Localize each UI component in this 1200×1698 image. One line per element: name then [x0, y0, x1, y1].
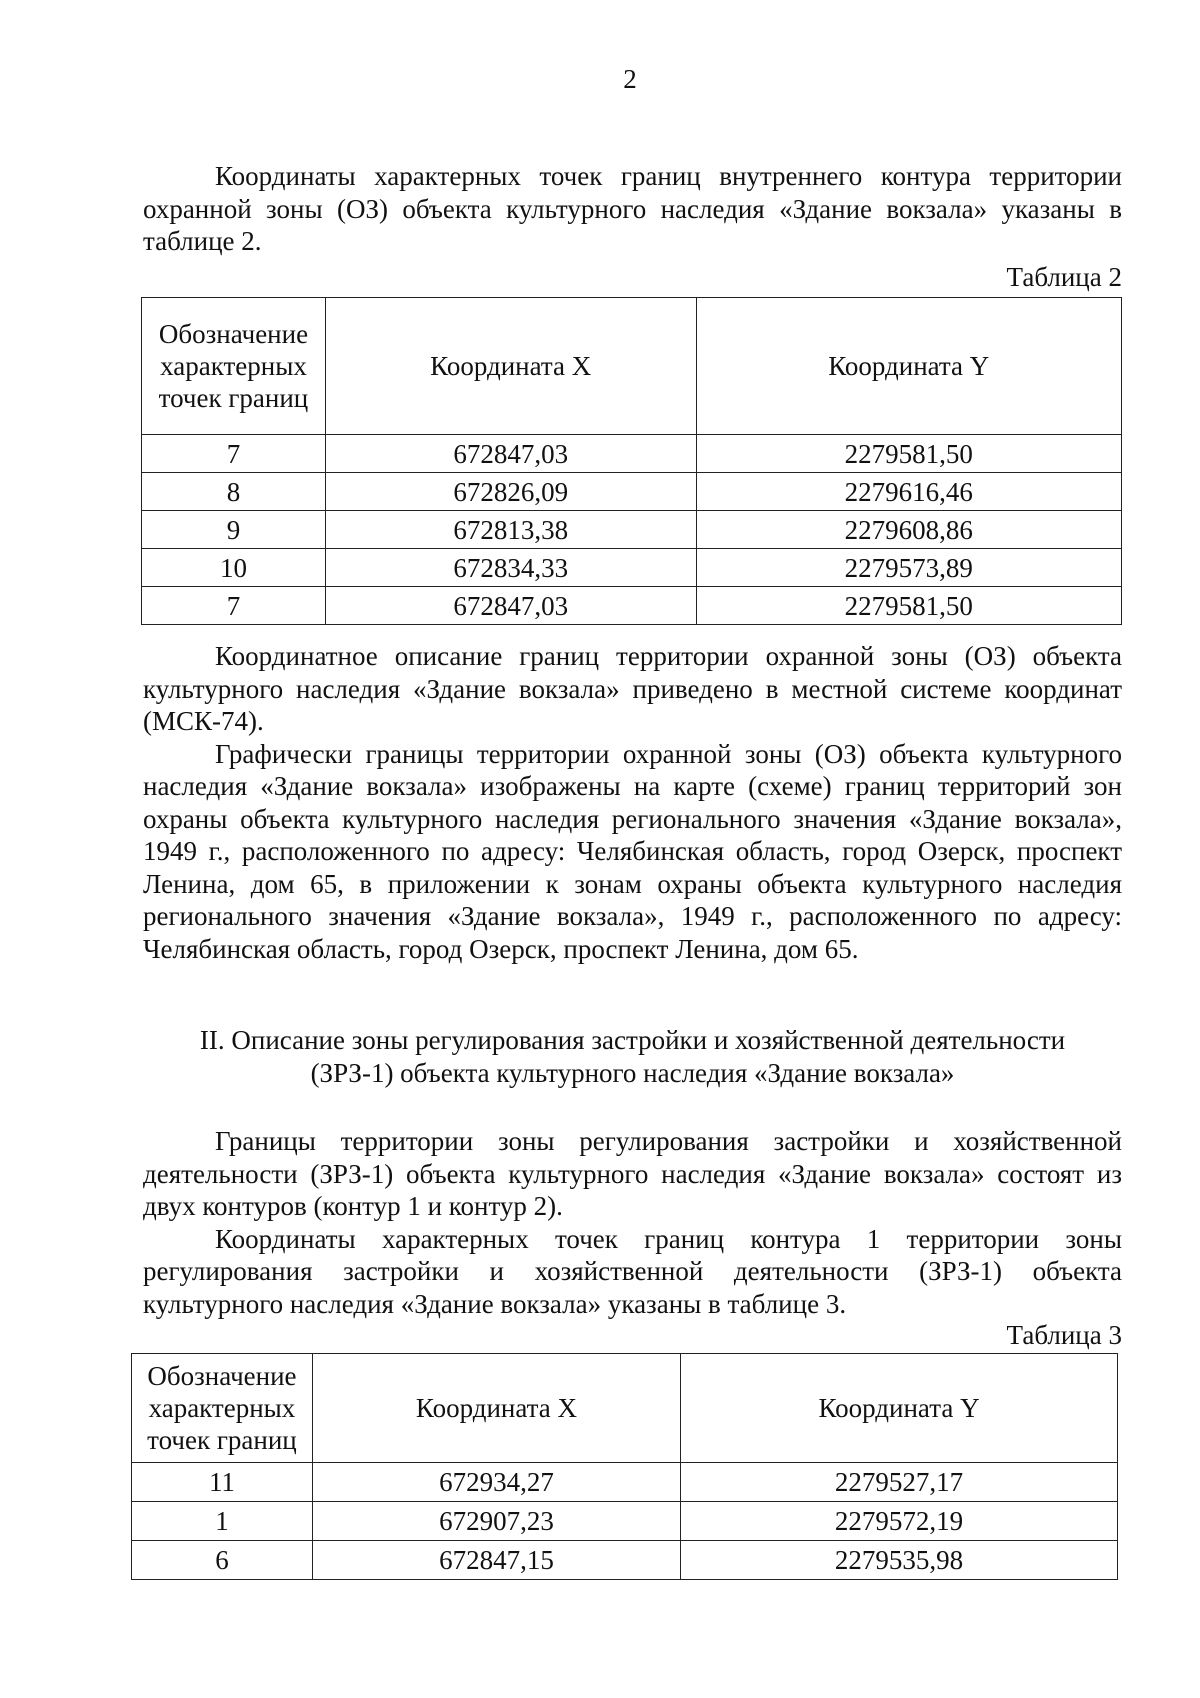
cell-point: 11	[132, 1463, 313, 1502]
cell-x: 672907,23	[312, 1502, 680, 1541]
cell-point: 7	[142, 435, 326, 473]
cell-y: 2279535,98	[681, 1541, 1118, 1580]
table-row	[132, 1463, 1118, 1502]
header-point-designation: Обозначение характерных точек границ	[142, 298, 326, 435]
cell-point: 1	[132, 1502, 313, 1541]
cell-y: 2279527,17	[681, 1463, 1118, 1502]
cell-x: 672847,03	[325, 435, 696, 473]
cell-x: 672826,09	[325, 473, 696, 511]
page-number: 2	[623, 64, 637, 94]
table2	[141, 297, 1122, 625]
cell-y: 2279608,86	[696, 511, 1121, 549]
section-heading	[143, 1024, 1122, 1090]
table-row	[142, 587, 1122, 625]
paragraph-text: Графически границы территории охранной зоны (ОЗ) объекта культурного наследия «Здание вокзала» изображены на карте (схеме) границ территорий зон охраны объекта культурного наследия регионального значения «Здание вокзала», 1949 г., расположенного по адресу: Челябинская область, город Озерск, проспект Ленина, дом 65, в приложении к зонам охраны объекта культурного наследия регионального значения «Здание вокзала», 1949 г., расположенного по адресу: Челябинская область, город Озерск, проспект Ленина, дом 65.	[143, 738, 1122, 964]
table3-label: Таблица 3	[1006, 1320, 1122, 1350]
cell-x: 672813,38	[325, 511, 696, 549]
paragraph-text: Координаты характерных точек границ контура 1 территории зоны регулирования застройки и хозяйственной деятельности (ЗРЗ-1) объекта культурного наследия «Здание вокзала» указаны в таблице 3.	[143, 1223, 1122, 1319]
cell-x: 672847,03	[325, 587, 696, 625]
section-heading-line: II. Описание зоны регулирования застройки и хозяйственной деятельности	[199, 1025, 1066, 1055]
header-coordinate-y: Координата Y	[681, 1354, 1118, 1463]
cell-point: 6	[132, 1541, 313, 1580]
table-row	[142, 435, 1122, 473]
table-row	[132, 1502, 1118, 1541]
cell-y: 2279573,89	[696, 549, 1121, 587]
table-header-row	[132, 1354, 1118, 1463]
cell-y: 2279581,50	[696, 587, 1121, 625]
paragraph-text: Границы территории зоны регулирования застройки и хозяйственной деятельности (ЗРЗ-1) объекта культурного наследия «Здание вокзала» состоят из двух контуров (контур 1 и контур 2).	[143, 1126, 1122, 1221]
cell-x: 672847,15	[312, 1541, 680, 1580]
cell-point: 10	[142, 549, 326, 587]
cell-point: 7	[142, 587, 326, 625]
cell-x: 672834,33	[325, 549, 696, 587]
cell-point: 9	[142, 511, 326, 549]
cell-x: 672934,27	[312, 1463, 680, 1502]
section-heading-line: (ЗРЗ-1) объекта культурного наследия «Здание вокзала»	[310, 1058, 955, 1088]
cell-y: 2279572,19	[681, 1502, 1118, 1541]
header-point-designation: Обозначение характерных точек границ	[132, 1354, 313, 1463]
paragraph-intro-table2	[143, 160, 1122, 258]
table-row	[132, 1541, 1118, 1580]
header-coordinate-y: Координата Y	[696, 298, 1121, 435]
table-row	[142, 549, 1122, 587]
paragraph-text: Координатное описание границ территории охранной зоны (ОЗ) объекта культурного наследия «Здание вокзала» приведено в местной системе координат (МСК-74).	[143, 641, 1122, 736]
paragraph-text: Координаты характерных точек границ внутреннего контура территории охранной зоны (ОЗ) объекта культурного наследия «Здание вокзала» указаны в таблице 2.	[143, 161, 1122, 256]
cell-point: 8	[142, 473, 326, 511]
table-row	[142, 473, 1122, 511]
paragraphs-coordinate-description	[143, 640, 1122, 965]
table-header-row	[142, 298, 1122, 435]
table2-label: Таблица 2	[1006, 262, 1122, 292]
paragraphs-zrz1	[143, 1125, 1122, 1320]
header-coordinate-x: Координата X	[312, 1354, 680, 1463]
table-row	[142, 511, 1122, 549]
table3	[131, 1353, 1118, 1580]
cell-y: 2279581,50	[696, 435, 1121, 473]
cell-y: 2279616,46	[696, 473, 1121, 511]
header-coordinate-x: Координата X	[325, 298, 696, 435]
